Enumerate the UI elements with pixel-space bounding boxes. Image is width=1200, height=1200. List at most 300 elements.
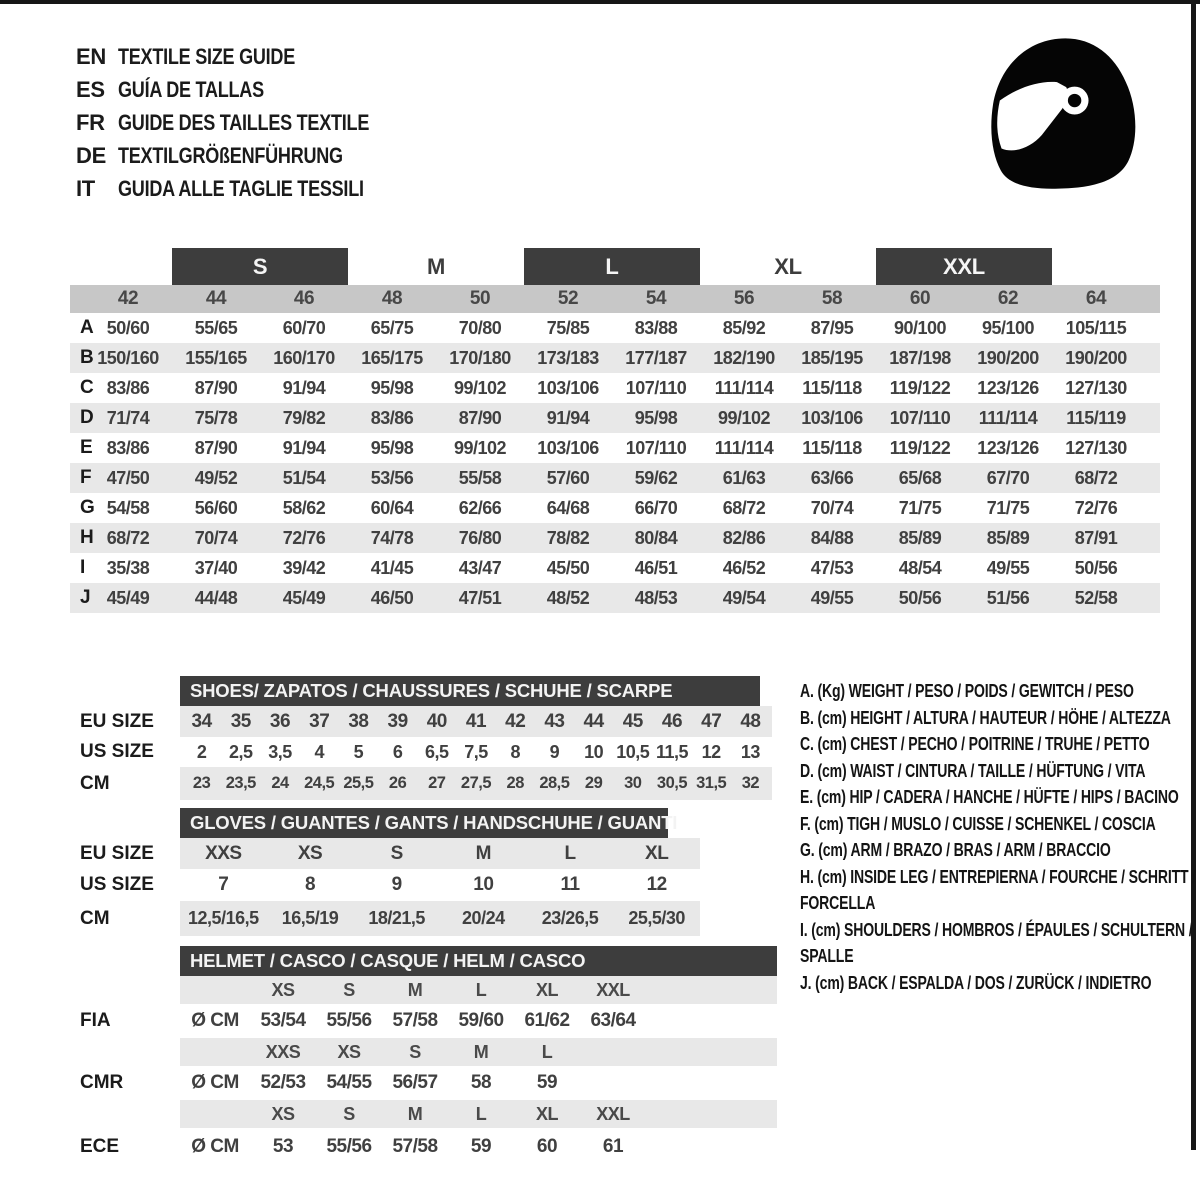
measurement-cell: 37/40 bbox=[194, 557, 238, 578]
value-cell: 41 bbox=[465, 710, 487, 732]
measurement-cell: 50/60 bbox=[106, 317, 150, 338]
measurement-cell: 71/75 bbox=[898, 497, 942, 518]
language-code: EN bbox=[76, 43, 106, 69]
value-cell: M bbox=[475, 842, 491, 864]
value-cell: 42 bbox=[505, 710, 526, 732]
value-cell: 11,5 bbox=[655, 741, 689, 762]
value-cell: 7,5 bbox=[464, 741, 488, 762]
value-cell: 23,5 bbox=[225, 774, 256, 792]
value-cell: 9 bbox=[549, 741, 560, 762]
value-cell: XL bbox=[645, 842, 669, 864]
helmet-sizes bbox=[180, 1038, 777, 1066]
value-cell: 59 bbox=[536, 1072, 558, 1093]
value-cell: 53/54 bbox=[260, 1010, 306, 1031]
measurement-row-e bbox=[70, 433, 1160, 463]
measurement-cell: 85/89 bbox=[986, 527, 1030, 548]
helmet-size: M bbox=[473, 1041, 489, 1062]
value-cell: 10,5 bbox=[616, 741, 650, 762]
measurement-cell: 48/53 bbox=[634, 587, 678, 608]
measurement-values bbox=[84, 433, 1140, 463]
helmet-size: XXL bbox=[596, 1103, 630, 1124]
measurement-cell: 46/51 bbox=[634, 557, 678, 578]
measurement-cell: 80/84 bbox=[634, 527, 678, 548]
measurement-cell: 44/48 bbox=[194, 587, 238, 608]
row-label: B bbox=[80, 347, 94, 368]
measurement-cell: 75/85 bbox=[546, 317, 590, 338]
measurement-row-c bbox=[70, 373, 1160, 403]
value-cell: XS bbox=[297, 842, 323, 864]
helmet-size: XXS bbox=[265, 1041, 301, 1062]
helmet-value-row-ece bbox=[70, 1128, 1160, 1166]
measurement-cell: 90/100 bbox=[893, 317, 947, 338]
row-label: E bbox=[80, 437, 93, 458]
value-cell: 57/58 bbox=[392, 1010, 438, 1031]
numeric-size: 62 bbox=[997, 288, 1019, 309]
measurement-cell: 48/54 bbox=[898, 557, 942, 578]
language-row bbox=[76, 40, 424, 73]
gloves-title: GLOVES / GUANTES / GANTS / HANDSCHUHE / GUANTI bbox=[190, 812, 678, 833]
legend-item-f: F. (cm) TIGH / MUSLO / CUISSE / SCHENKEL / COSCIA bbox=[800, 813, 1156, 834]
row-label: ECE bbox=[80, 1136, 120, 1157]
measurement-cell: 150/160 bbox=[97, 347, 159, 368]
numeric-size: 46 bbox=[293, 288, 315, 309]
value-cell: 23 bbox=[192, 774, 211, 792]
helmet-size: XS bbox=[271, 979, 295, 1000]
measurement-values bbox=[84, 373, 1140, 403]
value-cell: 61/62 bbox=[524, 1010, 570, 1031]
value-cell: 63/64 bbox=[590, 1010, 636, 1031]
measurement-cell: 52/58 bbox=[1074, 587, 1118, 608]
measurement-cell: 47/53 bbox=[810, 557, 854, 578]
numeric-size: 48 bbox=[381, 288, 403, 309]
measurement-cell: 39/42 bbox=[282, 557, 326, 578]
measurement-row-a bbox=[70, 313, 1160, 343]
value-cell: 36 bbox=[269, 710, 291, 732]
measurement-cell: 103/106 bbox=[801, 407, 863, 428]
value-cell: 30,5 bbox=[656, 774, 688, 792]
helmet-size: L bbox=[475, 1103, 487, 1124]
measurement-row-j bbox=[70, 583, 1160, 613]
language-title: GUIDA ALLE TAGLIE TESSILI bbox=[118, 175, 364, 201]
value-cell: 61 bbox=[602, 1136, 624, 1157]
helmet-size: S bbox=[409, 1041, 421, 1062]
value-cell: 48 bbox=[740, 710, 761, 732]
helmet-size: M bbox=[407, 1103, 423, 1124]
measurement-cell: 99/102 bbox=[453, 377, 507, 398]
value-cell: 4 bbox=[314, 741, 324, 762]
measurement-cell: 187/198 bbox=[889, 347, 951, 368]
helmet-size-row-cmr bbox=[70, 1038, 1160, 1066]
value-cell: L bbox=[564, 842, 576, 864]
measurement-cell: 68/72 bbox=[1074, 467, 1118, 488]
helmet-value-row-fia bbox=[70, 1004, 1160, 1038]
measurement-cell: 95/98 bbox=[370, 377, 414, 398]
language-code: IT bbox=[76, 175, 95, 201]
numeric-size: 44 bbox=[205, 288, 227, 309]
row-label: US SIZE bbox=[80, 874, 154, 895]
numeric-size: 52 bbox=[557, 288, 579, 309]
value-cell: 46 bbox=[661, 710, 683, 732]
value-cell: 10 bbox=[473, 874, 494, 895]
measurement-cell: 87/90 bbox=[194, 437, 238, 458]
measurement-cell: 107/110 bbox=[625, 437, 687, 458]
measurement-cell: 103/106 bbox=[537, 377, 599, 398]
numeric-size: 54 bbox=[645, 288, 667, 309]
language-row bbox=[76, 106, 424, 139]
top-edge-line bbox=[0, 0, 1200, 4]
measurement-values bbox=[84, 463, 1140, 493]
measurement-cell: 74/78 bbox=[370, 527, 414, 548]
row-label: C bbox=[80, 377, 94, 398]
measurement-cell: 49/55 bbox=[986, 557, 1030, 578]
measurement-cell: 72/76 bbox=[1074, 497, 1118, 518]
measurement-cell: 71/74 bbox=[106, 407, 150, 428]
helmet-size: XS bbox=[337, 1041, 361, 1062]
language-code: ES bbox=[76, 76, 105, 102]
gloves-title-bar bbox=[180, 808, 678, 838]
measurement-legend bbox=[800, 678, 1198, 996]
helmet-size: XL bbox=[535, 1103, 558, 1124]
measurement-cell: 87/90 bbox=[194, 377, 238, 398]
measurement-cell: 111/114 bbox=[714, 377, 774, 398]
helmet-size: XS bbox=[271, 1103, 295, 1124]
measurement-cell: 49/55 bbox=[810, 587, 854, 608]
racing-helmet-icon bbox=[978, 28, 1146, 200]
helmet-size: L bbox=[541, 1041, 553, 1062]
value-cell: 53 bbox=[272, 1136, 294, 1157]
value-cell: 35 bbox=[230, 710, 251, 732]
measurement-cell: 62/66 bbox=[458, 497, 502, 518]
legend-item-h: H. (cm) INSIDE LEG / ENTREPIERNA / FOURCHE / SCHRITT / FORCELLA bbox=[800, 866, 1196, 913]
measurement-row-b bbox=[70, 343, 1160, 373]
row-label: CM bbox=[80, 772, 110, 794]
numeric-size: 60 bbox=[909, 288, 931, 309]
textile-size-table bbox=[70, 248, 1160, 613]
row-values bbox=[180, 838, 700, 869]
value-cell: 44 bbox=[583, 710, 604, 732]
measurement-cell: 59/62 bbox=[634, 467, 678, 488]
empty-cell bbox=[180, 1038, 250, 1066]
row-values bbox=[182, 706, 770, 737]
measurement-cell: 185/195 bbox=[801, 347, 863, 368]
measurement-cell: 72/76 bbox=[282, 527, 326, 548]
value-cell: 32 bbox=[741, 774, 760, 792]
legend-item-a: A. (Kg) WEIGHT / PESO / POIDS / GEWITCH / PESO bbox=[800, 681, 1134, 701]
measurement-values bbox=[84, 343, 1140, 373]
letter-size-xl: XL bbox=[774, 253, 802, 279]
measurement-cell: 83/86 bbox=[106, 377, 150, 398]
measurement-cell: 41/45 bbox=[370, 557, 414, 578]
helmet-size: L bbox=[475, 979, 487, 1000]
measurement-cell: 83/86 bbox=[370, 407, 414, 428]
measurement-cell: 70/80 bbox=[458, 317, 502, 338]
measurement-cell: 79/82 bbox=[282, 407, 326, 428]
value-cell: 38 bbox=[348, 710, 369, 732]
value-cell: 31,5 bbox=[696, 774, 727, 792]
value-cell: 24 bbox=[271, 774, 289, 792]
measurement-cell: 119/122 bbox=[889, 437, 951, 458]
legend-item-j: J. (cm) BACK / ESPALDA / DOS / ZURÜCK / INDIETRO bbox=[800, 972, 1152, 993]
legend-item-e: E. (cm) HIP / CADERA / HANCHE / HÜFTE / HIPS / BACINO bbox=[800, 787, 1179, 807]
row-label: H bbox=[80, 527, 94, 548]
helmet-size: S bbox=[343, 979, 355, 1000]
measurement-cell: 99/102 bbox=[717, 407, 771, 428]
value-cell: 16,5/19 bbox=[281, 908, 339, 928]
row-values bbox=[182, 767, 770, 800]
value-cell: 45 bbox=[622, 710, 643, 732]
measurement-cell: 75/78 bbox=[194, 407, 238, 428]
legend-item-g: G. (cm) ARM / BRAZO / BRAS / ARM / BRACCIO bbox=[800, 840, 1111, 860]
measurement-cell: 66/70 bbox=[634, 497, 678, 518]
value-cell: 27 bbox=[428, 774, 446, 792]
language-list bbox=[76, 40, 424, 205]
measurement-cell: 47/50 bbox=[106, 467, 150, 488]
value-cell: 25,5 bbox=[343, 774, 374, 792]
row-label: I bbox=[80, 557, 86, 578]
value-cell: 11 bbox=[560, 874, 580, 895]
row-label: F bbox=[80, 467, 92, 488]
numeric-size: 50 bbox=[469, 288, 491, 309]
measurement-cell: 68/72 bbox=[106, 527, 150, 548]
numeric-size-header bbox=[70, 285, 1160, 313]
numeric-size: 56 bbox=[733, 288, 755, 309]
measurement-cell: 67/70 bbox=[986, 467, 1030, 488]
measurement-cell: 84/88 bbox=[810, 527, 854, 548]
measurement-cell: 51/56 bbox=[986, 587, 1030, 608]
measurement-cell: 70/74 bbox=[194, 527, 238, 548]
measurement-cell: 64/68 bbox=[546, 497, 590, 518]
row-label: J bbox=[80, 587, 91, 608]
letter-size-m: M bbox=[426, 253, 446, 279]
value-cell: 18/21,5 bbox=[368, 908, 425, 928]
measurement-cell: 45/49 bbox=[282, 587, 326, 608]
value-cell: 23/26,5 bbox=[541, 908, 599, 928]
measurement-cell: 47/51 bbox=[458, 587, 502, 608]
measurement-cell: 119/122 bbox=[889, 377, 951, 398]
helmet-values bbox=[180, 1066, 777, 1100]
measurement-cell: 58/62 bbox=[282, 497, 326, 518]
letter-size-xxl: XXL bbox=[876, 248, 1052, 285]
measurement-row-h bbox=[70, 523, 1160, 553]
measurement-cell: 60/64 bbox=[370, 497, 414, 518]
value-cell: 20/24 bbox=[462, 908, 505, 928]
value-cell: 47 bbox=[701, 710, 722, 732]
measurement-cell: 95/98 bbox=[634, 407, 678, 428]
helmet-values bbox=[180, 1128, 777, 1166]
measurement-cell: 65/75 bbox=[370, 317, 414, 338]
value-cell: XXS bbox=[205, 842, 242, 864]
helmet-values bbox=[180, 1004, 777, 1038]
value-cell: S bbox=[390, 842, 403, 864]
measurement-cell: 91/94 bbox=[282, 437, 326, 458]
measurement-cell: 45/49 bbox=[106, 587, 150, 608]
measurement-cell: 111/114 bbox=[978, 407, 1038, 428]
numeric-sizes-grid bbox=[84, 285, 1140, 313]
helmet-size: XL bbox=[535, 979, 558, 1000]
row-values bbox=[182, 737, 770, 767]
measurement-values bbox=[84, 553, 1140, 583]
measurement-cell: 60/70 bbox=[282, 317, 326, 338]
helmet-size: XXL bbox=[596, 979, 630, 1000]
measurement-cell: 71/75 bbox=[986, 497, 1030, 518]
empty-cell bbox=[180, 1100, 250, 1128]
measurement-cell: 127/130 bbox=[1065, 437, 1127, 458]
value-cell: 12 bbox=[701, 741, 721, 762]
legend-item-c: C. (cm) CHEST / PECHO / POITRINE / TRUHE / PETTO bbox=[800, 734, 1150, 754]
measurement-cell: 105/115 bbox=[1065, 317, 1127, 338]
value-cell: 6,5 bbox=[425, 741, 449, 762]
measurement-cell: 160/170 bbox=[273, 347, 335, 368]
measurement-values bbox=[84, 493, 1140, 523]
helmet-value-row-cmr bbox=[70, 1066, 1160, 1100]
measurement-cell: 53/56 bbox=[370, 467, 414, 488]
language-row bbox=[76, 172, 424, 205]
value-cell: 28 bbox=[506, 774, 524, 792]
measurement-cell: 111/114 bbox=[714, 437, 774, 458]
measurement-row-g bbox=[70, 493, 1160, 523]
numeric-size: 42 bbox=[117, 288, 139, 309]
row-label: D bbox=[80, 407, 94, 428]
measurement-cell: 123/126 bbox=[977, 437, 1039, 458]
value-cell: 27,5 bbox=[460, 774, 492, 792]
measurement-cell: 82/86 bbox=[722, 527, 766, 548]
value-cell: 26 bbox=[388, 774, 407, 792]
language-title: TEXTILE SIZE GUIDE bbox=[118, 43, 296, 69]
measurement-cell: 87/95 bbox=[810, 317, 854, 338]
helmet-size: M bbox=[407, 979, 423, 1000]
measurement-row-f bbox=[70, 463, 1160, 493]
value-cell: 52/53 bbox=[260, 1072, 306, 1093]
helmet-rows bbox=[70, 976, 1160, 1166]
measurement-cell: 61/63 bbox=[722, 467, 766, 488]
value-cell: 56/57 bbox=[392, 1072, 438, 1093]
numeric-size: 58 bbox=[821, 288, 843, 309]
value-cell: 29 bbox=[584, 774, 603, 792]
value-cell: 55/56 bbox=[326, 1010, 372, 1031]
legend-item-d: D. (cm) WAIST / CINTURA / TAILLE / HÜFTUNG / VITA bbox=[800, 760, 1146, 781]
value-cell: 55/56 bbox=[326, 1136, 372, 1157]
empty-cell bbox=[180, 976, 250, 1004]
measurement-cell: 50/56 bbox=[898, 587, 942, 608]
measurement-cell: 87/90 bbox=[458, 407, 502, 428]
measurement-cell: 87/91 bbox=[1074, 527, 1118, 548]
value-cell: 7 bbox=[218, 874, 229, 895]
measurement-cell: 107/110 bbox=[625, 377, 687, 398]
value-cell: 25,5/30 bbox=[628, 908, 685, 928]
helmet-size: S bbox=[343, 1103, 355, 1124]
row-label: EU SIZE bbox=[80, 710, 154, 732]
value-cell: 2 bbox=[196, 741, 207, 762]
measurement-cell: 70/74 bbox=[810, 497, 854, 518]
value-cell: 39 bbox=[387, 710, 408, 732]
value-cell: 6 bbox=[392, 741, 403, 762]
legend-item-b: B. (cm) HEIGHT / ALTURA / HAUTEUR / HÖHE / ALTEZZA bbox=[800, 707, 1171, 728]
measurement-cell: 46/50 bbox=[370, 587, 414, 608]
unit-cell: Ø CM bbox=[191, 1072, 239, 1093]
measurement-row-d bbox=[70, 403, 1160, 433]
measurement-cell: 127/130 bbox=[1065, 377, 1127, 398]
value-cell: 54/55 bbox=[326, 1072, 372, 1093]
measurement-cell: 83/88 bbox=[634, 317, 678, 338]
measurement-cell: 182/190 bbox=[713, 347, 775, 368]
value-cell: 8 bbox=[304, 874, 316, 895]
measurement-cell: 173/183 bbox=[537, 347, 599, 368]
measurement-cell: 55/58 bbox=[458, 467, 502, 488]
shoes-title-bar bbox=[180, 676, 760, 706]
letter-size-header bbox=[84, 248, 1140, 285]
value-cell: 10 bbox=[584, 741, 604, 762]
measurement-cell: 55/65 bbox=[194, 317, 238, 338]
measurement-cell: 63/66 bbox=[810, 467, 854, 488]
measurement-cell: 68/72 bbox=[722, 497, 766, 518]
letter-size-s: S bbox=[172, 248, 348, 285]
measurement-values bbox=[84, 403, 1140, 433]
row-values bbox=[180, 869, 700, 901]
measurement-cell: 43/47 bbox=[458, 557, 502, 578]
helmet-sizes bbox=[180, 976, 777, 1004]
measurement-cell: 190/200 bbox=[977, 347, 1039, 368]
value-cell: 3,5 bbox=[268, 741, 292, 762]
measurement-rows bbox=[70, 313, 1160, 613]
row-values bbox=[180, 901, 700, 936]
value-cell: 34 bbox=[191, 710, 212, 732]
unit-cell: Ø CM bbox=[191, 1010, 239, 1031]
row-label: CMR bbox=[80, 1072, 124, 1093]
row-label: FIA bbox=[80, 1010, 111, 1031]
value-cell: 40 bbox=[426, 710, 447, 732]
measurement-cell: 49/52 bbox=[194, 467, 238, 488]
language-code: FR bbox=[76, 109, 105, 135]
measurement-values bbox=[84, 313, 1140, 343]
row-label: A bbox=[80, 317, 94, 338]
measurement-cell: 76/80 bbox=[458, 527, 502, 548]
row-label: EU SIZE bbox=[80, 842, 154, 864]
measurement-cell: 51/54 bbox=[282, 467, 326, 488]
value-cell: 59/60 bbox=[458, 1010, 504, 1031]
measurement-cell: 95/100 bbox=[981, 317, 1035, 338]
measurement-cell: 83/86 bbox=[106, 437, 150, 458]
value-cell: 37 bbox=[309, 710, 330, 732]
measurement-cell: 54/58 bbox=[106, 497, 150, 518]
helmet-title: HELMET / CASCO / CASQUE / HELM / CASCO bbox=[190, 950, 586, 971]
measurement-cell: 123/126 bbox=[977, 377, 1039, 398]
language-row bbox=[76, 139, 424, 172]
measurement-cell: 57/60 bbox=[546, 467, 590, 488]
unit-cell: Ø CM bbox=[191, 1136, 239, 1157]
measurement-cell: 50/56 bbox=[1074, 557, 1118, 578]
measurement-cell: 177/187 bbox=[625, 347, 687, 368]
helmet-size-row-ece bbox=[70, 1100, 1160, 1128]
value-cell: 28,5 bbox=[539, 774, 570, 792]
value-cell: 43 bbox=[544, 710, 565, 732]
helmet-sizes bbox=[180, 1100, 777, 1128]
language-title: GUÍA DE TALLAS bbox=[118, 76, 264, 102]
measurement-cell: 91/94 bbox=[546, 407, 590, 428]
value-cell: 59 bbox=[470, 1136, 492, 1157]
helmet-title-bar bbox=[180, 946, 777, 976]
measurement-cell: 115/118 bbox=[802, 377, 862, 398]
measurement-cell: 78/82 bbox=[546, 527, 590, 548]
language-title: TEXTILGRÖßENFÜHRUNG bbox=[118, 142, 343, 168]
legend-item-i: I. (cm) SHOULDERS / HOMBROS / ÉPAULES / SCHULTERN / SPALLE bbox=[800, 919, 1193, 966]
value-cell: 24,5 bbox=[304, 774, 335, 792]
measurement-cell: 103/106 bbox=[537, 437, 599, 458]
measurement-cell: 65/68 bbox=[898, 467, 942, 488]
value-cell: 13 bbox=[740, 741, 760, 762]
measurement-cell: 45/50 bbox=[546, 557, 590, 578]
value-cell: 12,5/16,5 bbox=[188, 908, 259, 928]
value-cell: 8 bbox=[510, 741, 520, 762]
